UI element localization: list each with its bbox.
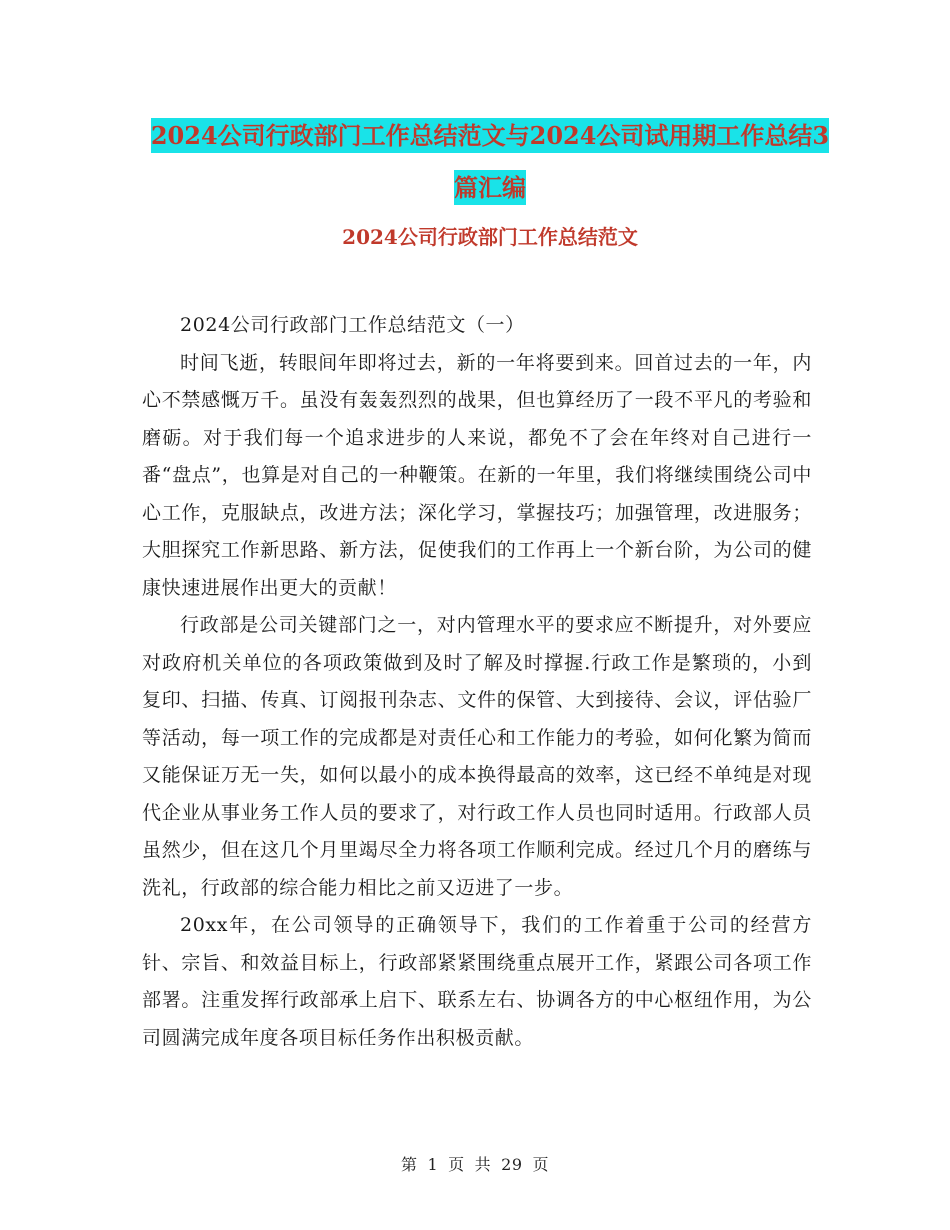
footer-label-ye: 页 xyxy=(448,1155,465,1174)
document-title xyxy=(140,110,840,214)
document-body xyxy=(142,307,812,1057)
footer-current-page: 1 xyxy=(427,1155,439,1174)
footer-label-page: 第 xyxy=(400,1155,418,1174)
paragraph-subtitle: 2024公司行政部门工作总结范文（一） xyxy=(180,314,525,336)
document-title-highlight: 2024公司行政部门工作总结范文与2024公司试用期工作总结3篇汇编 xyxy=(151,118,829,205)
paragraph: 20xx年，在公司领导的正确领导下，我们的工作着重于公司的经营方针、宗旨、和效益目标上，行政部紧紧围绕重点展开工作，紧跟公司各项工作部署。注重发挥行政部承上启下、联系左右、协调各方的中心枢纽作用，为公司圆满完成年度各项目标任务作出积极贡献。 xyxy=(142,914,812,1049)
page-footer xyxy=(0,1153,950,1177)
footer-label-ye2: 页 xyxy=(532,1155,550,1174)
footer-label-total: 共 xyxy=(474,1155,492,1174)
paragraph: 行政部是公司关键部门之一，对内管理水平的要求应不断提升，对外要应对政府机关单位的各项政策做到及时了解及时撑握.行政工作是繁琐的，小到复印、扫描、传真、订阅报刊杂志、文件的保管、大到接待、会议，评估验厂等活动，每一项工作的完成都是对责任心和工作能力的考验，如何化繁为简而又能保证万无一失，如何以最小的成本换得最高的效率，这已经不单纯是对现代企业从事业务工作人员的要求了，对行政工作人员也同时适用。行政部人员虽然少，但在这几个月里竭尽全力将各项工作顺利完成。经过几个月的磨练与洗礼，行政部的综合能力相比之前又迈进了一步。 xyxy=(142,614,812,899)
footer-total-pages: 29 xyxy=(501,1155,523,1174)
paragraph: 时间飞逝，转眼间年即将过去，新的一年将要到来。回首过去的一年，内心不禁感慨万千。虽没有轰轰烈烈的战果，但也算经历了一段不平凡的考验和磨砺。对于我们每一个追求进步的人来说，都免不了会在年终对自己进行一番“盘点”，也算是对自己的一种鞭策。在新的一年里，我们将继续围绕公司中心工作，克服缺点，改进方法；深化学习，掌握技巧；加强管理，改进服务；大胆探究工作新思路、新方法，促使我们的工作再上一个新台阶，为公司的健康快速进展作出更大的贡献！ xyxy=(142,351,812,599)
section-title: 2024公司行政部门工作总结范文 xyxy=(342,225,638,249)
